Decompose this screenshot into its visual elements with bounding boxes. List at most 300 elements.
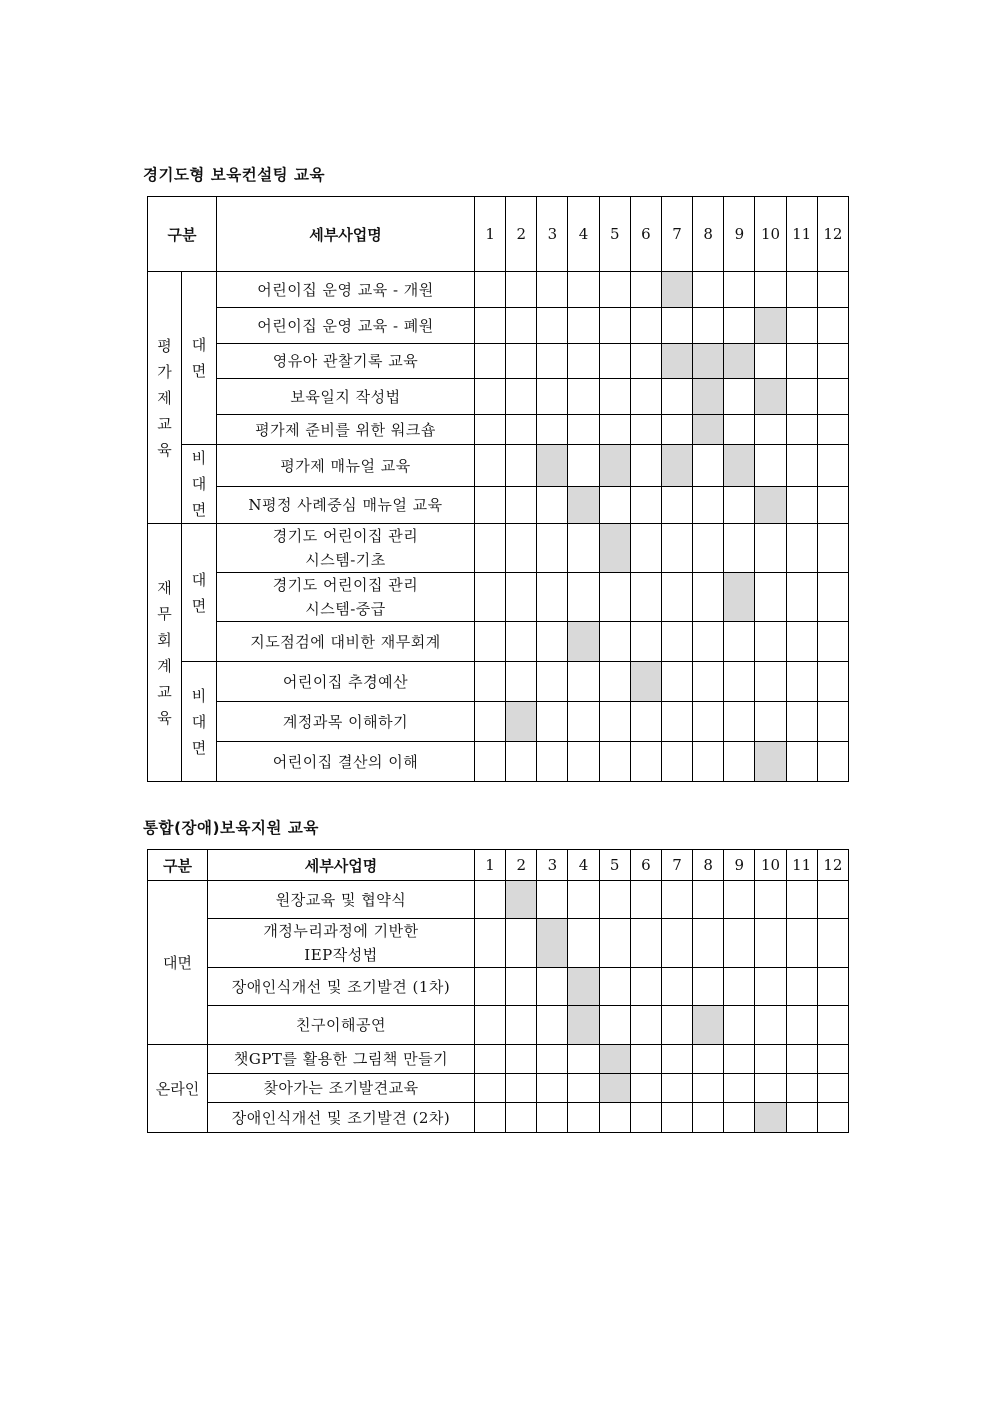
task-name: N평정 사례중심 매뉴얼 교육 [217, 487, 475, 524]
task-name: 어린이집 결산의 이해 [217, 742, 475, 782]
task-name: 평가제 준비를 위한 워크숍 [217, 415, 475, 445]
month-cell [630, 919, 661, 968]
month-cell [537, 272, 568, 308]
header-month: 7 [661, 197, 692, 272]
month-cell-scheduled [630, 662, 661, 702]
header-month: 8 [693, 850, 724, 881]
table-row [148, 881, 849, 919]
month-cell [599, 1103, 630, 1133]
month-cell [817, 308, 848, 344]
header-month: 1 [475, 850, 506, 881]
month-cell [755, 702, 786, 742]
month-cell [537, 573, 568, 622]
month-cell [506, 573, 537, 622]
month-cell [661, 622, 692, 662]
header-month: 12 [817, 850, 848, 881]
task-name: 원장교육 및 협약식 [208, 881, 475, 919]
month-cell [599, 662, 630, 702]
month-cell [661, 1006, 692, 1045]
month-cell-scheduled [755, 1103, 786, 1133]
month-cell [630, 573, 661, 622]
month-cell [693, 662, 724, 702]
header-month: 4 [568, 850, 599, 881]
month-cell [724, 919, 755, 968]
header-month: 3 [537, 197, 568, 272]
table-row [148, 919, 849, 968]
month-cell [599, 968, 630, 1006]
month-cell [475, 919, 506, 968]
month-cell [475, 272, 506, 308]
month-cell [817, 524, 848, 573]
month-cell [537, 308, 568, 344]
month-cell [661, 1103, 692, 1133]
month-cell [755, 1074, 786, 1103]
month-cell [475, 1045, 506, 1074]
table-row [148, 622, 849, 662]
month-cell [817, 1045, 848, 1074]
month-cell [724, 487, 755, 524]
task-name: 경기도 어린이집 관리 시스템-중급 [217, 573, 475, 622]
month-cell [817, 445, 848, 487]
month-cell [475, 487, 506, 524]
month-cell [568, 524, 599, 573]
month-cell [817, 1006, 848, 1045]
header-month: 1 [475, 197, 506, 272]
task-name: 어린이집 운영 교육 - 개원 [217, 272, 475, 308]
month-cell [568, 1103, 599, 1133]
month-cell [568, 1045, 599, 1074]
month-cell [568, 702, 599, 742]
category-finance-accounting-education: 재 무 회 계 교 육 [148, 524, 182, 782]
header-month: 11 [786, 850, 817, 881]
month-cell [661, 573, 692, 622]
task-name: 보육일지 작성법 [217, 379, 475, 415]
table-row [148, 272, 849, 308]
month-cell [786, 487, 817, 524]
month-cell [786, 968, 817, 1006]
table-row [148, 702, 849, 742]
month-cell [599, 308, 630, 344]
month-cell-scheduled [599, 1045, 630, 1074]
month-cell [630, 1045, 661, 1074]
month-cell [506, 445, 537, 487]
month-cell [724, 742, 755, 782]
month-cell-scheduled [693, 379, 724, 415]
month-cell-scheduled [568, 1006, 599, 1045]
month-cell [506, 415, 537, 445]
month-cell-scheduled [693, 1006, 724, 1045]
table-row [148, 968, 849, 1006]
header-month: 3 [537, 850, 568, 881]
month-cell [475, 308, 506, 344]
month-cell [537, 622, 568, 662]
month-cell [755, 445, 786, 487]
month-cell [724, 662, 755, 702]
month-cell [817, 272, 848, 308]
month-cell [755, 622, 786, 662]
table2-title: 통합(장애)보육지원 교육 [143, 819, 319, 837]
month-cell [693, 487, 724, 524]
month-cell [661, 968, 692, 1006]
task-name: 개정누리과정에 기반한 IEP작성법 [208, 919, 475, 968]
header-month: 11 [786, 197, 817, 272]
month-cell [630, 702, 661, 742]
header-category: 구분 [148, 197, 217, 272]
table-row [148, 1045, 849, 1074]
month-cell-scheduled [661, 445, 692, 487]
month-cell [786, 702, 817, 742]
month-cell [475, 344, 506, 379]
month-cell [506, 344, 537, 379]
task-name: 장애인식개선 및 조기발견 (1차) [208, 968, 475, 1006]
task-name: 챗GPT를 활용한 그림책 만들기 [208, 1045, 475, 1074]
header-month: 7 [661, 850, 692, 881]
task-name: 어린이집 추경예산 [217, 662, 475, 702]
table-row [148, 1074, 849, 1103]
month-cell [661, 415, 692, 445]
header-month: 10 [755, 197, 786, 272]
month-cell [537, 344, 568, 379]
month-cell [599, 344, 630, 379]
month-cell [599, 881, 630, 919]
month-cell [661, 702, 692, 742]
month-cell [630, 1103, 661, 1133]
task-name: 어린이집 운영 교육 - 폐원 [217, 308, 475, 344]
month-cell [755, 344, 786, 379]
month-cell [630, 742, 661, 782]
category-face-to-face: 대면 [148, 881, 208, 1045]
month-cell [630, 622, 661, 662]
month-cell-scheduled [537, 445, 568, 487]
table-row [148, 742, 849, 782]
task-name: 찾아가는 조기발견교육 [208, 1074, 475, 1103]
month-cell [755, 272, 786, 308]
month-cell [661, 662, 692, 702]
month-cell [506, 1074, 537, 1103]
month-cell [599, 622, 630, 662]
header-month: 9 [724, 850, 755, 881]
month-cell [537, 1045, 568, 1074]
month-cell [568, 272, 599, 308]
header-month: 4 [568, 197, 599, 272]
month-cell [475, 622, 506, 662]
month-cell [537, 968, 568, 1006]
month-cell [786, 881, 817, 919]
month-cell-scheduled [599, 445, 630, 487]
month-cell-scheduled [506, 881, 537, 919]
task-name: 장애인식개선 및 조기발견 (2차) [208, 1103, 475, 1133]
month-cell-scheduled [568, 487, 599, 524]
month-cell [630, 272, 661, 308]
month-cell [661, 881, 692, 919]
month-cell [817, 968, 848, 1006]
month-cell [537, 1103, 568, 1133]
month-cell [568, 742, 599, 782]
table-row [148, 487, 849, 524]
month-cell [755, 573, 786, 622]
month-cell [661, 1074, 692, 1103]
table-row [148, 1006, 849, 1045]
month-cell-scheduled [755, 742, 786, 782]
table-row [148, 662, 849, 702]
month-cell [786, 662, 817, 702]
month-cell [475, 445, 506, 487]
month-cell-scheduled [537, 919, 568, 968]
month-cell-scheduled [599, 1074, 630, 1103]
month-cell [537, 415, 568, 445]
month-cell [693, 308, 724, 344]
month-cell [693, 919, 724, 968]
month-cell [724, 1006, 755, 1045]
task-name: 평가제 매뉴얼 교육 [217, 445, 475, 487]
table-row [148, 573, 849, 622]
month-cell [786, 1045, 817, 1074]
month-cell [568, 344, 599, 379]
month-cell [661, 919, 692, 968]
month-cell [693, 622, 724, 662]
month-cell [599, 415, 630, 445]
month-cell [537, 742, 568, 782]
table-row [148, 379, 849, 415]
month-cell [755, 1006, 786, 1045]
header-category: 구분 [148, 850, 208, 881]
month-cell [817, 919, 848, 968]
month-cell [724, 379, 755, 415]
month-cell [755, 524, 786, 573]
category-evaluation-education: 평 가 제 교 육 [148, 272, 182, 524]
table-row [148, 415, 849, 445]
month-cell [817, 487, 848, 524]
header-month: 2 [506, 850, 537, 881]
month-cell [661, 308, 692, 344]
task-name: 계정과목 이해하기 [217, 702, 475, 742]
month-cell [475, 881, 506, 919]
month-cell [661, 379, 692, 415]
month-cell [568, 379, 599, 415]
month-cell-scheduled [693, 344, 724, 379]
month-cell [693, 1074, 724, 1103]
subcategory-non-face-to-face: 비 대 면 [182, 662, 217, 782]
month-cell [475, 968, 506, 1006]
header-month: 6 [630, 197, 661, 272]
month-cell [786, 415, 817, 445]
month-cell [630, 1006, 661, 1045]
month-cell [630, 308, 661, 344]
month-cell [475, 742, 506, 782]
month-cell [724, 308, 755, 344]
header-month: 2 [506, 197, 537, 272]
month-cell [693, 702, 724, 742]
month-cell [755, 968, 786, 1006]
month-cell [537, 379, 568, 415]
subcategory-face-to-face: 대 면 [182, 272, 217, 445]
month-cell [817, 622, 848, 662]
header-task-name: 세부사업명 [208, 850, 475, 881]
month-cell [817, 344, 848, 379]
month-cell [630, 445, 661, 487]
month-cell [630, 344, 661, 379]
month-cell [506, 662, 537, 702]
month-cell [630, 968, 661, 1006]
header-month: 12 [817, 197, 848, 272]
month-cell [817, 1074, 848, 1103]
month-cell [786, 573, 817, 622]
month-cell [724, 415, 755, 445]
month-cell [786, 1006, 817, 1045]
month-cell [506, 487, 537, 524]
task-name: 영유아 관찰기록 교육 [217, 344, 475, 379]
month-cell [475, 662, 506, 702]
month-cell-scheduled [599, 524, 630, 573]
month-cell [786, 1103, 817, 1133]
month-cell [786, 308, 817, 344]
month-cell [817, 573, 848, 622]
month-cell [599, 919, 630, 968]
month-cell [537, 524, 568, 573]
month-cell [693, 445, 724, 487]
month-cell [537, 702, 568, 742]
month-cell [630, 524, 661, 573]
task-name: 경기도 어린이집 관리 시스템-기초 [217, 524, 475, 573]
month-cell [475, 379, 506, 415]
month-cell [817, 1103, 848, 1133]
month-cell [475, 1074, 506, 1103]
month-cell [724, 622, 755, 662]
month-cell [661, 524, 692, 573]
month-cell [693, 742, 724, 782]
month-cell [475, 415, 506, 445]
month-cell [568, 308, 599, 344]
month-cell [568, 881, 599, 919]
table1-title: 경기도형 보육컨설팅 교육 [143, 166, 325, 184]
month-cell [724, 881, 755, 919]
month-cell-scheduled [724, 573, 755, 622]
month-cell [506, 1045, 537, 1074]
inclusive-childcare-schedule-table [147, 849, 849, 1133]
month-cell [506, 272, 537, 308]
header-month: 10 [755, 850, 786, 881]
month-cell [693, 881, 724, 919]
month-cell [475, 1006, 506, 1045]
month-cell [475, 1103, 506, 1133]
month-cell [599, 573, 630, 622]
header-month: 5 [599, 197, 630, 272]
month-cell [786, 379, 817, 415]
month-cell [537, 487, 568, 524]
month-cell-scheduled [755, 379, 786, 415]
month-cell [568, 662, 599, 702]
month-cell [599, 379, 630, 415]
month-cell-scheduled [755, 308, 786, 344]
month-cell [661, 1045, 692, 1074]
month-cell [817, 662, 848, 702]
month-cell [755, 662, 786, 702]
month-cell [817, 415, 848, 445]
header-month: 9 [724, 197, 755, 272]
month-cell [599, 487, 630, 524]
month-cell [506, 968, 537, 1006]
month-cell [630, 379, 661, 415]
month-cell-scheduled [568, 968, 599, 1006]
month-cell [568, 445, 599, 487]
month-cell [475, 702, 506, 742]
month-cell [630, 881, 661, 919]
month-cell [537, 1074, 568, 1103]
month-cell-scheduled [568, 622, 599, 662]
month-cell [817, 702, 848, 742]
month-cell [786, 344, 817, 379]
month-cell [661, 487, 692, 524]
table-row [148, 524, 849, 573]
table-row [148, 1103, 849, 1133]
month-cell-scheduled [724, 445, 755, 487]
month-cell [537, 662, 568, 702]
month-cell [599, 272, 630, 308]
table-row [148, 308, 849, 344]
month-cell [506, 1006, 537, 1045]
month-cell [506, 1103, 537, 1133]
month-cell [568, 573, 599, 622]
month-cell [724, 524, 755, 573]
month-cell [724, 272, 755, 308]
month-cell [568, 1074, 599, 1103]
month-cell-scheduled [661, 272, 692, 308]
month-cell [786, 1074, 817, 1103]
month-cell [475, 573, 506, 622]
month-cell [537, 881, 568, 919]
month-cell [693, 1045, 724, 1074]
month-cell [724, 968, 755, 1006]
month-cell [568, 415, 599, 445]
month-cell [693, 1103, 724, 1133]
month-cell [786, 622, 817, 662]
month-cell-scheduled [661, 344, 692, 379]
month-cell [786, 524, 817, 573]
month-cell [724, 1103, 755, 1133]
table-row [148, 344, 849, 379]
month-cell [693, 968, 724, 1006]
task-name: 친구이해공연 [208, 1006, 475, 1045]
month-cell-scheduled [724, 344, 755, 379]
month-cell [786, 742, 817, 782]
header-task-name: 세부사업명 [217, 197, 475, 272]
month-cell-scheduled [506, 702, 537, 742]
category-online: 온라인 [148, 1045, 208, 1133]
header-month: 8 [693, 197, 724, 272]
month-cell [506, 524, 537, 573]
month-cell [506, 919, 537, 968]
month-cell [506, 308, 537, 344]
month-cell [755, 415, 786, 445]
month-cell [786, 445, 817, 487]
subcategory-face-to-face: 대 면 [182, 524, 217, 662]
month-cell [506, 742, 537, 782]
month-cell [599, 742, 630, 782]
month-cell [506, 379, 537, 415]
month-cell-scheduled [755, 487, 786, 524]
header-month: 6 [630, 850, 661, 881]
month-cell [599, 702, 630, 742]
month-cell [475, 524, 506, 573]
month-cell [724, 1074, 755, 1103]
task-name: 지도점검에 대비한 재무회계 [217, 622, 475, 662]
month-cell [693, 573, 724, 622]
month-cell [537, 1006, 568, 1045]
subcategory-non-face-to-face: 비 대 면 [182, 445, 217, 524]
table-row [148, 445, 849, 487]
month-cell [630, 487, 661, 524]
month-cell [755, 881, 786, 919]
